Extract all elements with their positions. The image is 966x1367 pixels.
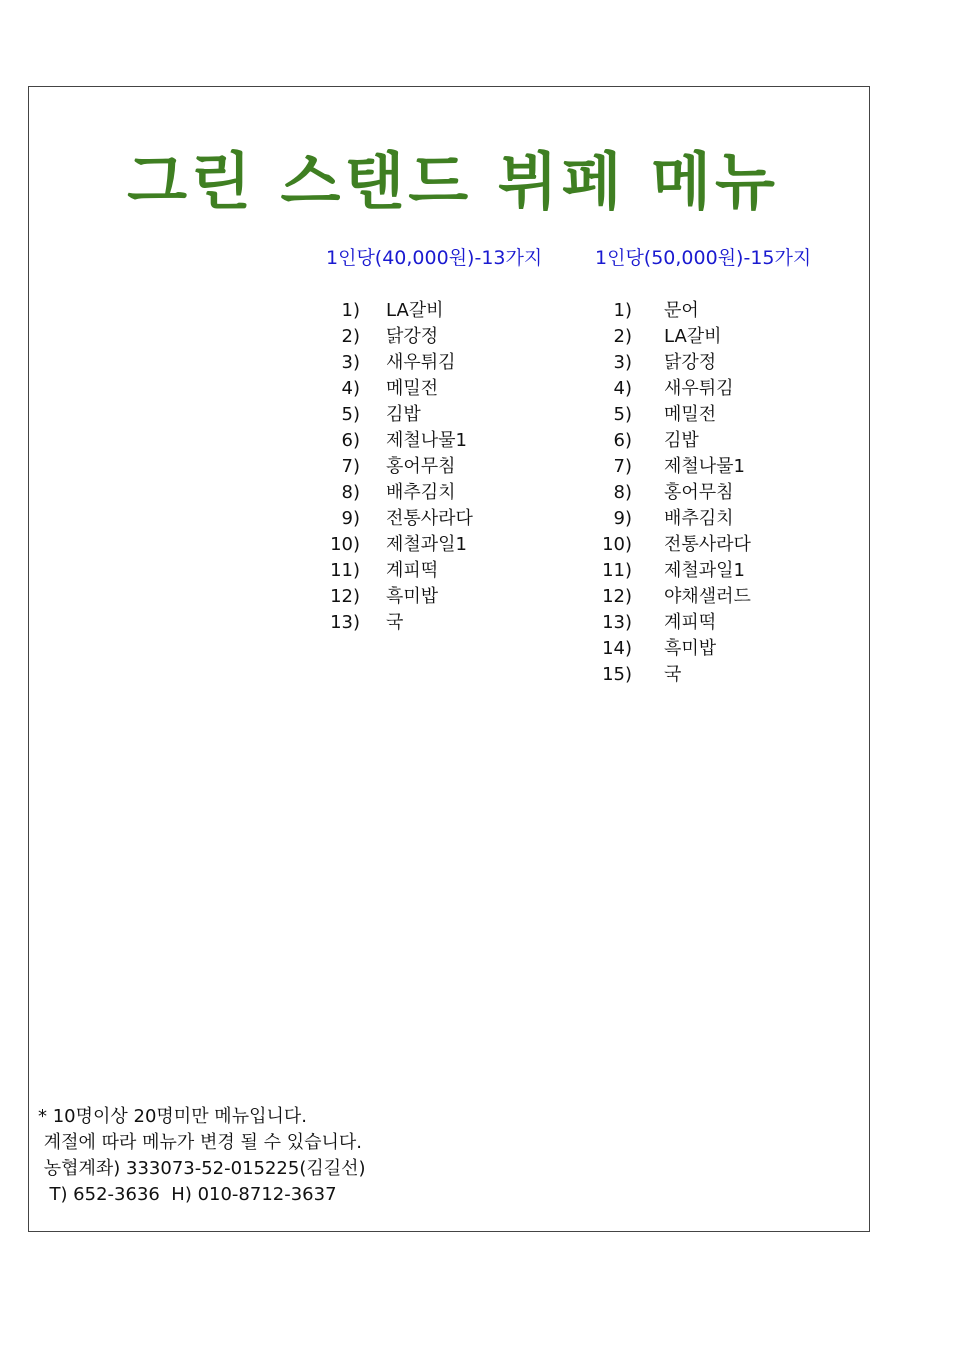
note-minimum-guests: * 10명이상 20명미만 메뉴입니다. — [38, 1106, 307, 1127]
menu-item-name: 새우튀김 — [664, 378, 734, 399]
menu-item-number: 12) — [330, 586, 360, 607]
menu-item-name: 김밥 — [664, 430, 699, 451]
menu-item-number: 10) — [602, 534, 632, 555]
page-title: 그린 스탠드 뷔페 메뉴 — [127, 145, 779, 218]
menu-item-number: 13) — [330, 612, 360, 633]
menu-item-number: 10) — [330, 534, 360, 555]
menu-item-number: 3) — [613, 352, 632, 373]
menu-item-number: 5) — [613, 404, 632, 425]
menu-item-name: 전통사라다 — [386, 508, 473, 529]
menu-item-number: 4) — [613, 378, 632, 399]
menu-item — [594, 428, 751, 454]
menu-item — [322, 558, 473, 584]
menu-item — [322, 480, 473, 506]
menu-item-name: 계피떡 — [386, 560, 439, 581]
menu-item-name: 제철과일1 — [664, 560, 746, 581]
menu-item — [594, 454, 751, 480]
menu-item-name: 홍어무침 — [386, 456, 456, 477]
menu-item-name: LA갈비 — [664, 326, 722, 347]
menu-item-number: 8) — [341, 482, 360, 503]
menu-item-name: 흑미밥 — [386, 586, 439, 607]
menu-item-name: 제철나물1 — [386, 430, 468, 451]
menu-item-name: LA갈비 — [386, 300, 444, 321]
menu-item-name: 제철과일1 — [386, 534, 468, 555]
menu-item — [322, 532, 473, 558]
menu-item — [322, 428, 473, 454]
menu-item-name: 흑미밥 — [664, 638, 717, 659]
menu-item-number: 9) — [613, 508, 632, 529]
menu-item-number: 2) — [613, 326, 632, 347]
menu-item — [594, 376, 751, 402]
notes-block — [38, 1104, 366, 1208]
menu-item — [322, 610, 473, 636]
menu-item-number: 15) — [602, 664, 632, 685]
menu-item-number: 9) — [341, 508, 360, 529]
menu-item — [594, 558, 751, 584]
menu-item-name: 전통사라다 — [664, 534, 751, 555]
menu-item — [322, 454, 473, 480]
menu-item-number: 3) — [341, 352, 360, 373]
menu-item-number: 11) — [330, 560, 360, 581]
plan-50000-menu-list — [594, 298, 751, 688]
menu-item — [594, 584, 751, 610]
menu-item-name: 닭강정 — [664, 352, 717, 373]
menu-item-number: 7) — [613, 456, 632, 477]
menu-item-name: 야채샐러드 — [664, 586, 751, 607]
menu-item-number: 7) — [341, 456, 360, 477]
menu-item — [594, 506, 751, 532]
note-bank-account: 농협계좌) 333073-52-015225(김길선) — [38, 1158, 366, 1179]
menu-item-name: 배추김치 — [664, 508, 734, 529]
menu-item — [322, 402, 473, 428]
menu-item-number: 11) — [602, 560, 632, 581]
menu-item-name: 메밀전 — [664, 404, 717, 425]
menu-item — [322, 506, 473, 532]
plan-40000-menu-list — [322, 298, 473, 636]
menu-item — [594, 480, 751, 506]
note-phone-numbers: T) 652-3636 H) 010-8712-3637 — [38, 1184, 337, 1205]
menu-item — [594, 324, 751, 350]
menu-item-number: 12) — [602, 586, 632, 607]
menu-item-number: 14) — [602, 638, 632, 659]
menu-item-number: 8) — [613, 482, 632, 503]
menu-item-name: 새우튀김 — [386, 352, 456, 373]
menu-item-number: 6) — [613, 430, 632, 451]
menu-item-number: 13) — [602, 612, 632, 633]
menu-item — [594, 610, 751, 636]
menu-item — [594, 532, 751, 558]
plan-40000-header: 1인당(40,000원)-13가지 — [326, 247, 543, 269]
menu-item — [322, 350, 473, 376]
menu-item-number: 5) — [341, 404, 360, 425]
menu-item — [594, 350, 751, 376]
menu-item — [594, 662, 751, 688]
menu-item — [322, 324, 473, 350]
menu-item-name: 국 — [664, 664, 682, 685]
plan-50000-header: 1인당(50,000원)-15가지 — [595, 247, 812, 269]
menu-item — [594, 636, 751, 662]
menu-item-name: 김밥 — [386, 404, 421, 425]
menu-item-name: 메밀전 — [386, 378, 439, 399]
menu-item-name: 계피떡 — [664, 612, 717, 633]
menu-item-number: 4) — [341, 378, 360, 399]
menu-item-name: 홍어무침 — [664, 482, 734, 503]
menu-item — [594, 402, 751, 428]
menu-item-name: 배추김치 — [386, 482, 456, 503]
menu-item-name: 국 — [386, 612, 404, 633]
menu-item-name: 제철나물1 — [664, 456, 746, 477]
menu-item — [322, 376, 473, 402]
menu-item-number: 2) — [341, 326, 360, 347]
note-seasonal-change: 계절에 따라 메뉴가 변경 될 수 있습니다. — [38, 1132, 362, 1153]
menu-item — [322, 584, 473, 610]
menu-item-name: 닭강정 — [386, 326, 439, 347]
menu-item — [594, 298, 751, 324]
menu-item-number: 1) — [341, 300, 360, 321]
menu-item-name: 문어 — [664, 300, 699, 321]
menu-item-number: 1) — [613, 300, 632, 321]
menu-item — [322, 298, 473, 324]
menu-item-number: 6) — [341, 430, 360, 451]
